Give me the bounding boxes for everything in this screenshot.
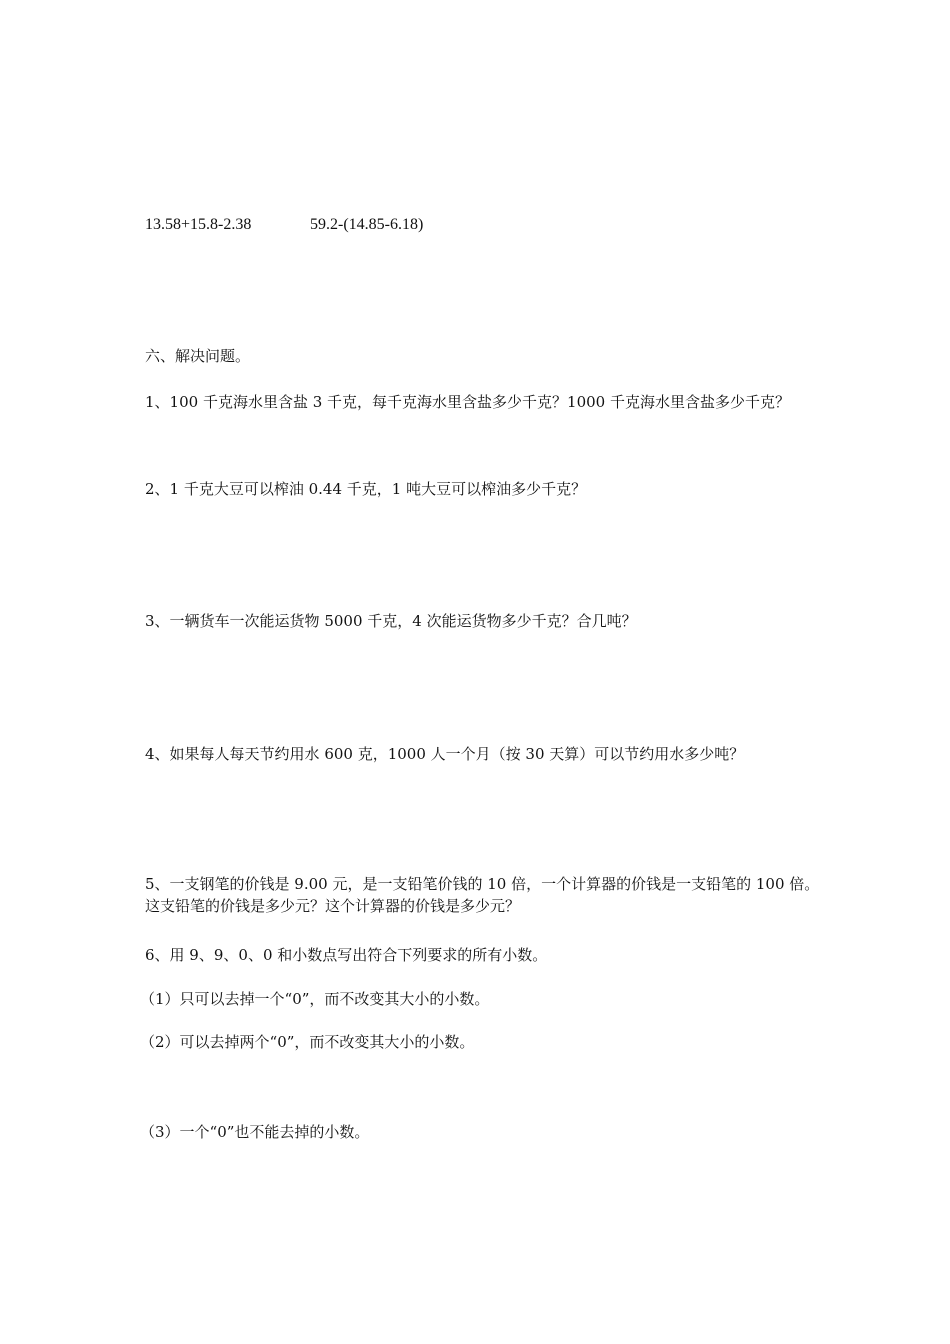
problem-2: 2、1 千克大豆可以榨油 0.44 千克，1 吨大豆可以榨油多少千克？ (145, 480, 587, 498)
calc-expression-1: 13.58+15.8-2.38 (145, 216, 252, 233)
problem-6: 6、用 9、9、0、0 和小数点写出符合下列要求的所有小数。 (145, 946, 548, 964)
problem-3: 3、一辆货车一次能运货物 5000 千克，4 次能运货物多少千克？合几吨？ (145, 612, 637, 630)
problem-4: 4、如果每人每天节约用水 600 克，1000 人一个月（按 30 天算）可以节约用水多少吨？ (145, 745, 745, 763)
calc-expression-2: 59.2-(14.85-6.18) (310, 216, 424, 233)
problem-6-subitem-1: （1）只可以去掉一个“0”，而不改变其大小的小数。 (140, 990, 490, 1008)
section-title: 六、解决问题。 (145, 347, 251, 365)
problem-6-subitem-3: （3）一个“0”也不能去掉的小数。 (140, 1123, 370, 1141)
problem-1: 1、100 千克海水里含盐 3 千克，每千克海水里含盐多少千克？1000 千克海水里含盐多少千克？ (145, 393, 790, 411)
problem-6-subitem-2: （2）可以去掉两个“0”，而不改变其大小的小数。 (140, 1033, 475, 1051)
problem-5: 5、一支钢笔的价钱是 9.00 元，是一支铅笔价钱的 10 倍，一个计算器的价钱是一支铅笔的 100 倍。这支铅笔的价钱是多少元？这个计算器的价钱是多少元？ (145, 875, 820, 915)
